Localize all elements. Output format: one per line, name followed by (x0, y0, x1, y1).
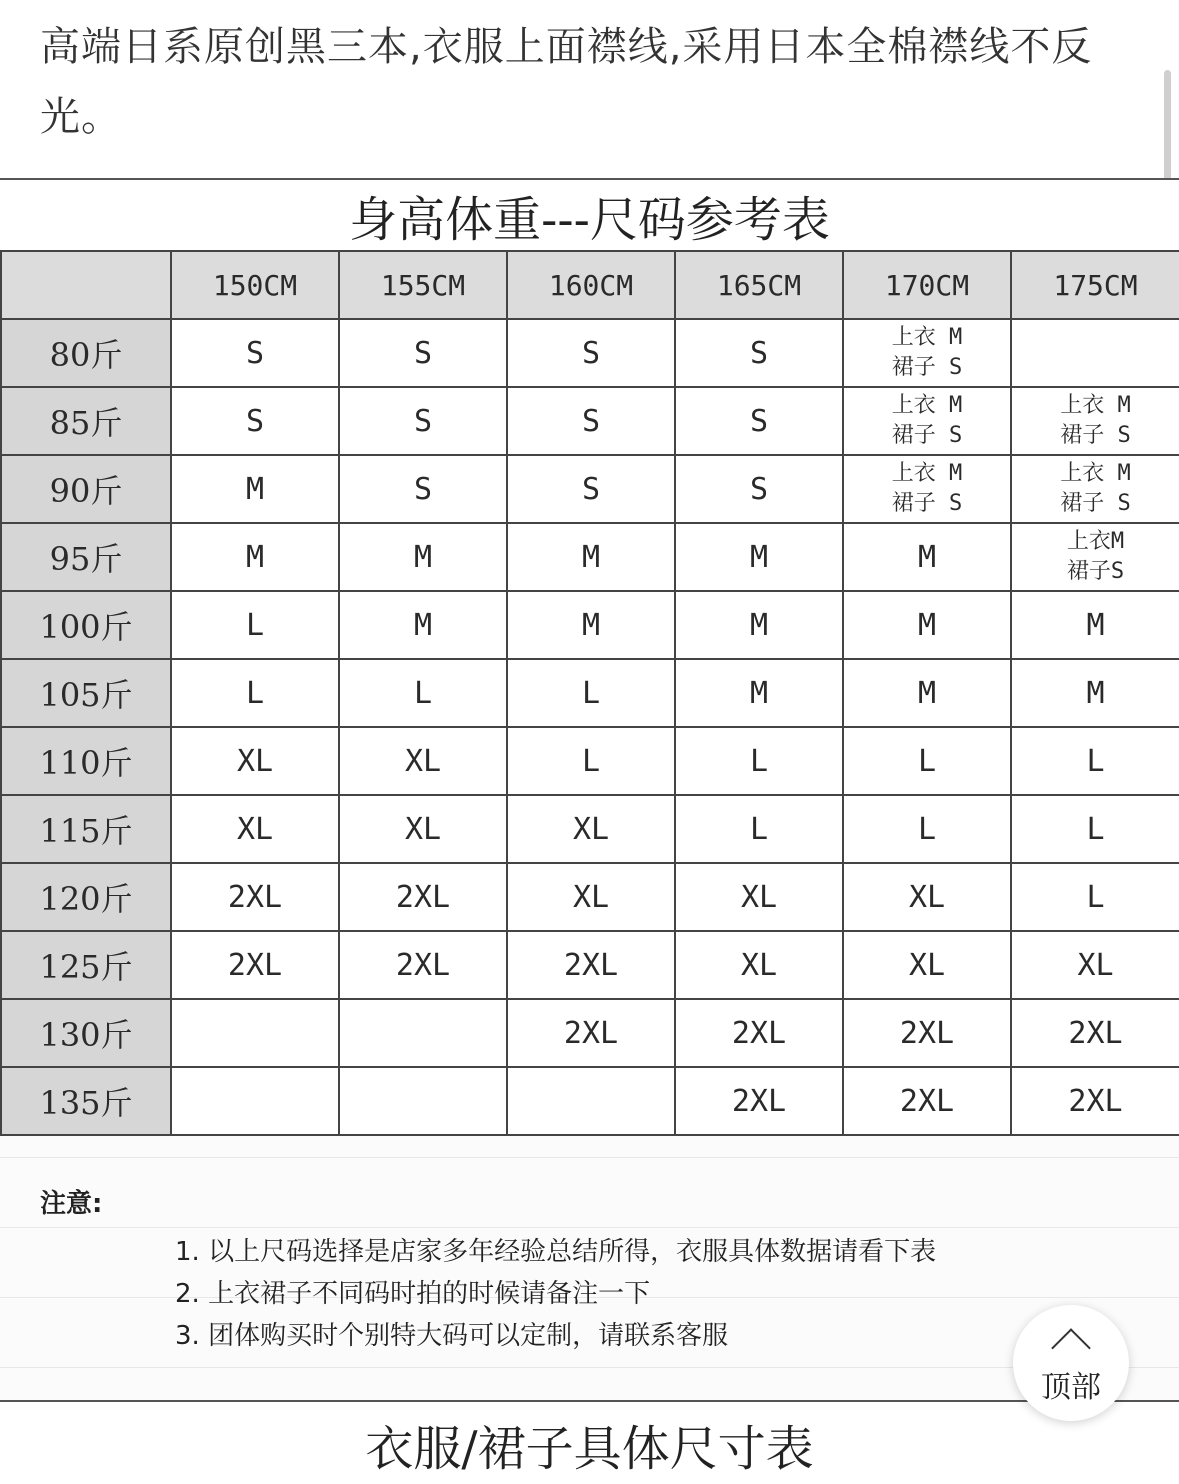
notes-title: 注意: (40, 1189, 103, 1219)
size-cell: S (675, 455, 843, 523)
weight-cell: 135斤 (1, 1067, 171, 1135)
size-cell: S (171, 387, 339, 455)
height-header-cell: 160CM (507, 251, 675, 319)
size-cell: M (843, 591, 1011, 659)
height-header-cell: 170CM (843, 251, 1011, 319)
size-cell: 2XL (1011, 1067, 1179, 1135)
size-cell: 2XL (171, 863, 339, 931)
table-row (1, 387, 1179, 455)
size-cell: L (1011, 795, 1179, 863)
size-cell: XL (843, 863, 1011, 931)
height-header-cell: 155CM (339, 251, 507, 319)
size-cell: 2XL (675, 1067, 843, 1135)
table-header-row (1, 251, 1179, 319)
table-row (1, 523, 1179, 591)
detail-table-title: 衣服/裙子具体尺寸表 (0, 1400, 1179, 1484)
size-cell (843, 455, 1011, 523)
size-cell: 2XL (171, 931, 339, 999)
size-cell: XL (1011, 931, 1179, 999)
size-cell: M (171, 523, 339, 591)
back-to-top-label: 顶部 (1041, 1370, 1101, 1405)
size-cell: 2XL (339, 931, 507, 999)
size-cell (1011, 387, 1179, 455)
size-cell: M (1011, 659, 1179, 727)
note-line: 1. 以上尺码选择是店家多年经验总结所得，衣服具体数据请看下表 (175, 1237, 937, 1267)
split-size-value: 上衣M 裙子S (1066, 529, 1125, 584)
weight-cell: 105斤 (1, 659, 171, 727)
size-cell: 2XL (843, 999, 1011, 1067)
split-size-value: 上衣 M 裙子 S (891, 393, 963, 448)
weight-cell: 110斤 (1, 727, 171, 795)
note-line: 3. 团体购买时个别特大码可以定制，请联系客服 (175, 1321, 729, 1351)
size-cell (171, 1067, 339, 1135)
size-chart-image (0, 178, 1179, 1484)
size-cell: S (339, 387, 507, 455)
size-cell (1011, 523, 1179, 591)
size-cell: XL (171, 795, 339, 863)
weight-cell: 95斤 (1, 523, 171, 591)
size-cell: L (1011, 727, 1179, 795)
size-cell: S (507, 387, 675, 455)
weight-cell: 80斤 (1, 319, 171, 387)
size-cell: S (675, 387, 843, 455)
size-cell: S (339, 455, 507, 523)
size-cell (1011, 319, 1179, 387)
size-cell: L (843, 727, 1011, 795)
corner-cell (1, 251, 171, 319)
table-row (1, 931, 1179, 999)
size-cell (339, 999, 507, 1067)
size-cell: XL (339, 795, 507, 863)
size-cell: M (339, 523, 507, 591)
size-cell: M (675, 523, 843, 591)
size-table (0, 250, 1179, 1136)
weight-cell: 100斤 (1, 591, 171, 659)
size-cell: 2XL (339, 863, 507, 931)
size-cell: L (507, 659, 675, 727)
table-row (1, 1067, 1179, 1135)
size-cell: 2XL (507, 931, 675, 999)
size-cell: L (171, 659, 339, 727)
split-size-value: 上衣 M 裙子 S (1060, 393, 1131, 448)
size-cell: M (507, 523, 675, 591)
size-cell: M (843, 659, 1011, 727)
size-cell: S (675, 319, 843, 387)
size-cell: L (675, 727, 843, 795)
post-caption: 高端日系原创黑三本,衣服上面襟线,采用日本全棉襟线不反光。 (40, 24, 1093, 140)
size-cell: XL (171, 727, 339, 795)
size-cell (507, 1067, 675, 1135)
split-size-value: 上衣 M 裙子 S (1060, 461, 1131, 516)
size-cell: S (339, 319, 507, 387)
weight-cell: 125斤 (1, 931, 171, 999)
size-cell: M (675, 659, 843, 727)
table-row (1, 455, 1179, 523)
size-cell: M (507, 591, 675, 659)
notes-section (0, 1163, 1179, 1398)
size-cell: S (171, 319, 339, 387)
size-cell: L (507, 727, 675, 795)
table-row (1, 863, 1179, 931)
size-cell: XL (675, 931, 843, 999)
size-cell: XL (675, 863, 843, 931)
size-cell: M (843, 523, 1011, 591)
table-row (1, 319, 1179, 387)
weight-cell: 90斤 (1, 455, 171, 523)
table-row (1, 999, 1179, 1067)
table-row (1, 727, 1179, 795)
size-cell: 2XL (843, 1067, 1011, 1135)
size-cell: M (675, 591, 843, 659)
size-cell: XL (507, 795, 675, 863)
table-row (1, 795, 1179, 863)
table-title: 身高体重---尺码参考表 (0, 178, 1179, 252)
split-size-value: 上衣 M 裙子 S (891, 461, 963, 516)
weight-cell: 85斤 (1, 387, 171, 455)
weight-cell: 130斤 (1, 999, 171, 1067)
height-header-cell: 175CM (1011, 251, 1179, 319)
size-cell: M (339, 591, 507, 659)
size-cell: L (171, 591, 339, 659)
size-cell: M (1011, 591, 1179, 659)
size-cell: 2XL (675, 999, 843, 1067)
size-cell (843, 387, 1011, 455)
size-cell: L (1011, 863, 1179, 931)
note-line: 2. 上衣裙子不同码时拍的时候请备注一下 (175, 1279, 651, 1309)
weight-cell: 120斤 (1, 863, 171, 931)
size-cell: S (507, 455, 675, 523)
size-cell (171, 999, 339, 1067)
split-size-value: 上衣 M 裙子 S (891, 325, 963, 380)
size-cell: L (675, 795, 843, 863)
back-to-top-button[interactable] (1013, 1305, 1129, 1421)
size-cell: 2XL (1011, 999, 1179, 1067)
size-cell (843, 319, 1011, 387)
size-cell: 2XL (507, 999, 675, 1067)
table-row (1, 659, 1179, 727)
size-cell: XL (507, 863, 675, 931)
size-cell: XL (843, 931, 1011, 999)
size-cell: XL (339, 727, 507, 795)
size-cell (339, 1067, 507, 1135)
height-header-cell: 165CM (675, 251, 843, 319)
size-cell: S (507, 319, 675, 387)
size-cell: L (339, 659, 507, 727)
table-row (1, 591, 1179, 659)
height-header-cell: 150CM (171, 251, 339, 319)
weight-cell: 115斤 (1, 795, 171, 863)
size-cell (1011, 455, 1179, 523)
size-cell: M (171, 455, 339, 523)
size-cell: L (843, 795, 1011, 863)
